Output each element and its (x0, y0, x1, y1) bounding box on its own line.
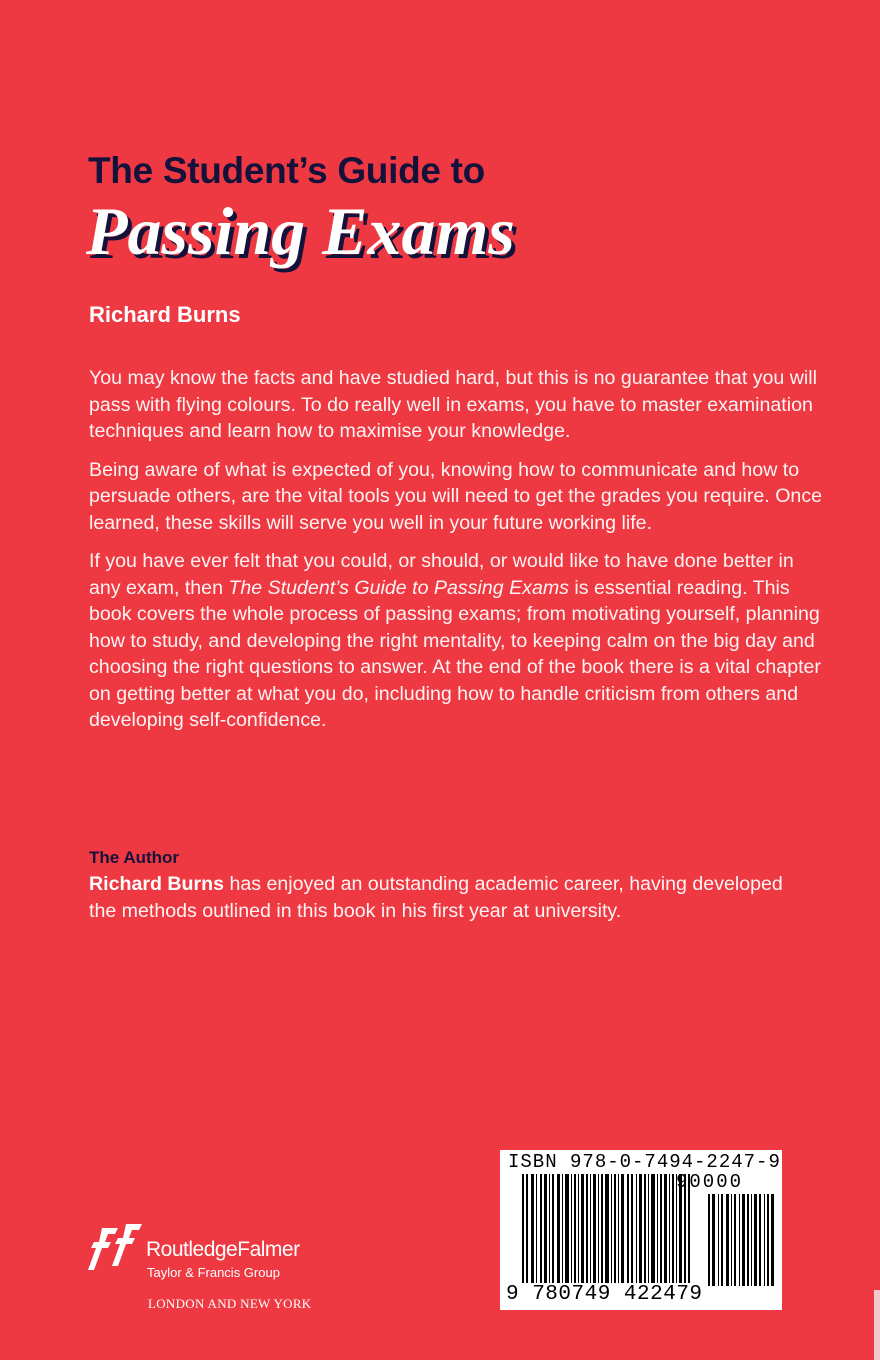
barcode (500, 1150, 782, 1310)
about-author-heading: The Author (89, 848, 180, 867)
isbn-label: ISBN 978-0-7494-2247-9 (508, 1151, 781, 1173)
blurb-paragraph-2: Being aware of what is expected of you, knowing how to communicate and how to persuade others, are the vital tools you will need to get the grades you require. Once learned, these skills will serve you well in your future working life. (89, 458, 823, 534)
blurb (89, 365, 829, 746)
about-author-name: Richard Burns (89, 873, 225, 895)
edge-wear-mark (868, 1290, 880, 1360)
blurb-paragraph-3-start: If you have ever felt that you could, or should, or would like to have done better in any exam, then (89, 550, 794, 599)
blurb-paragraph-1: You may know the facts and have studied hard, but this is no guarantee that you will pass with flying colours. To do really well in exams, you have to master examination techniques and learn how to maximise your knowledge. (89, 367, 817, 442)
publisher-name: RoutledgeFalmer (146, 1238, 300, 1261)
title-line-1: The Student’s Guide to (88, 150, 485, 191)
publisher-group: Taylor & Francis Group (147, 1265, 280, 1280)
blurb-paragraph-3 (89, 548, 829, 734)
blurb-book-title: The Student’s Guide to Passing Exams (228, 576, 569, 599)
title-line-2: Passing Exams (86, 193, 515, 269)
price-addon: 90000 (676, 1171, 744, 1193)
author-name: Richard Burns (89, 302, 241, 327)
about-author-text (89, 871, 809, 924)
about-author-bio: has enjoyed an outstanding academic career, having developed the methods outlined in this book in his first year at university. (89, 873, 783, 922)
publisher-block (88, 1222, 388, 1322)
barcode-digits: 9 780749 422479 (506, 1283, 703, 1306)
publisher-logo-icon (88, 1224, 142, 1276)
blurb-paragraph-3-end: is essential reading. This book covers the whole process of passing exams; from motivating yourself, planning how to study, and developing the right mentality, to keeping calm on the big day and choosing the right questions to answer. At the end of the book there is a vital chapter on getting better at what you do, including how to handle criticism from others and developing self-confidence. (89, 576, 821, 731)
publisher-cities: LONDON AND NEW YORK (148, 1296, 312, 1311)
